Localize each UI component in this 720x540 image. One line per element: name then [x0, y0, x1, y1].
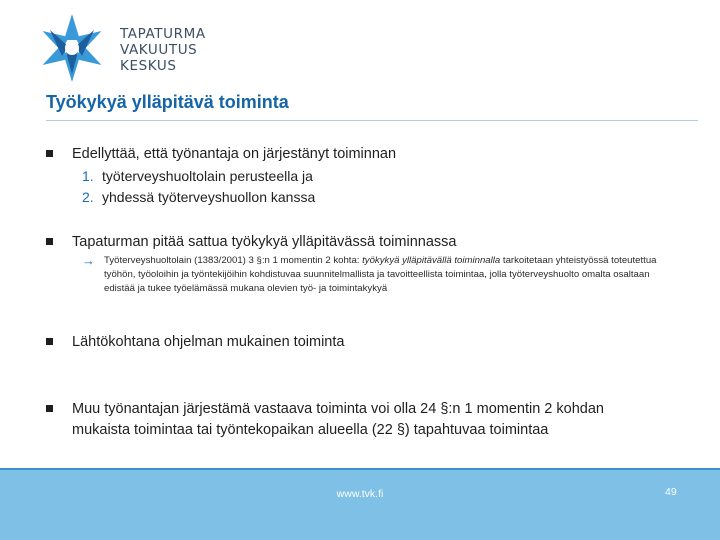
- bullet-text: Muu työnantajan järjestämä vastaava toiminta voi olla 24 §:n 1 momentin 2 kohdan: [72, 401, 604, 417]
- sub-item-1: [82, 166, 313, 186]
- logo: [36, 12, 108, 84]
- sub-item-2: [82, 187, 315, 207]
- bullet-text: Edellyttää, että työnantaja on järjestänyt toiminnan: [72, 146, 397, 162]
- bullet-square-icon: [46, 338, 53, 345]
- note-prefix: Työterveyshuoltolain (1383/2001) 3 §:n 1 momentin 2 kohta:: [104, 255, 363, 266]
- bullet-square-icon: [46, 238, 53, 245]
- sub-item-number: 1.: [82, 168, 94, 184]
- page-number: 49: [665, 486, 677, 498]
- sub-item-text: yhdessä työterveyshuollon kanssa: [102, 189, 316, 205]
- sub-item-number: 2.: [82, 189, 94, 205]
- note-italic: työkykyä ylläpitävällä toiminnalla: [362, 255, 501, 266]
- bullet-text: Lähtökohtana ohjelman mukainen toiminta: [72, 334, 345, 350]
- footer-bar: [0, 468, 720, 540]
- sub-item-text: työterveyshuoltolain perusteella ja: [102, 168, 313, 184]
- footer-divider: [0, 468, 720, 470]
- logo-line-1: TAPATURMA: [120, 26, 206, 42]
- logo-line-2: VAKUUTUS: [120, 42, 198, 58]
- slide-title: Työkykyä ylläpitävä toiminta: [46, 92, 289, 112]
- footer-url[interactable]: www.tvk.fi: [336, 488, 384, 500]
- arrow-right-icon: →: [82, 253, 95, 268]
- bullet-4-continuation: mukaista toimintaa tai työntekopaikan alueella (22 §) tapahtuvaa toimintaa: [72, 422, 549, 438]
- legal-note: [82, 253, 674, 296]
- star-logo-icon: [36, 12, 108, 84]
- bullet-text: Tapaturman pitää sattua työkykyä ylläpitävässä toiminnassa: [72, 234, 457, 250]
- title-divider: [46, 120, 698, 121]
- bullet-square-icon: [46, 405, 53, 412]
- note-rest: tarkoitetaan yhteistyössä toteutettua työhön, työoloihin ja työntekijöihin kohdistuvaa suunnitelmallista ja tavoitteellista toimintaa, jolla työterveyshuolto omalta osaltaan edistää ja tukee työelämässä mukana olevien työ- ja toimintakykyä: [104, 255, 657, 294]
- bullet-square-icon: [46, 150, 53, 157]
- logo-wordmark: [120, 26, 206, 74]
- logo-line-3: KESKUS: [120, 58, 177, 74]
